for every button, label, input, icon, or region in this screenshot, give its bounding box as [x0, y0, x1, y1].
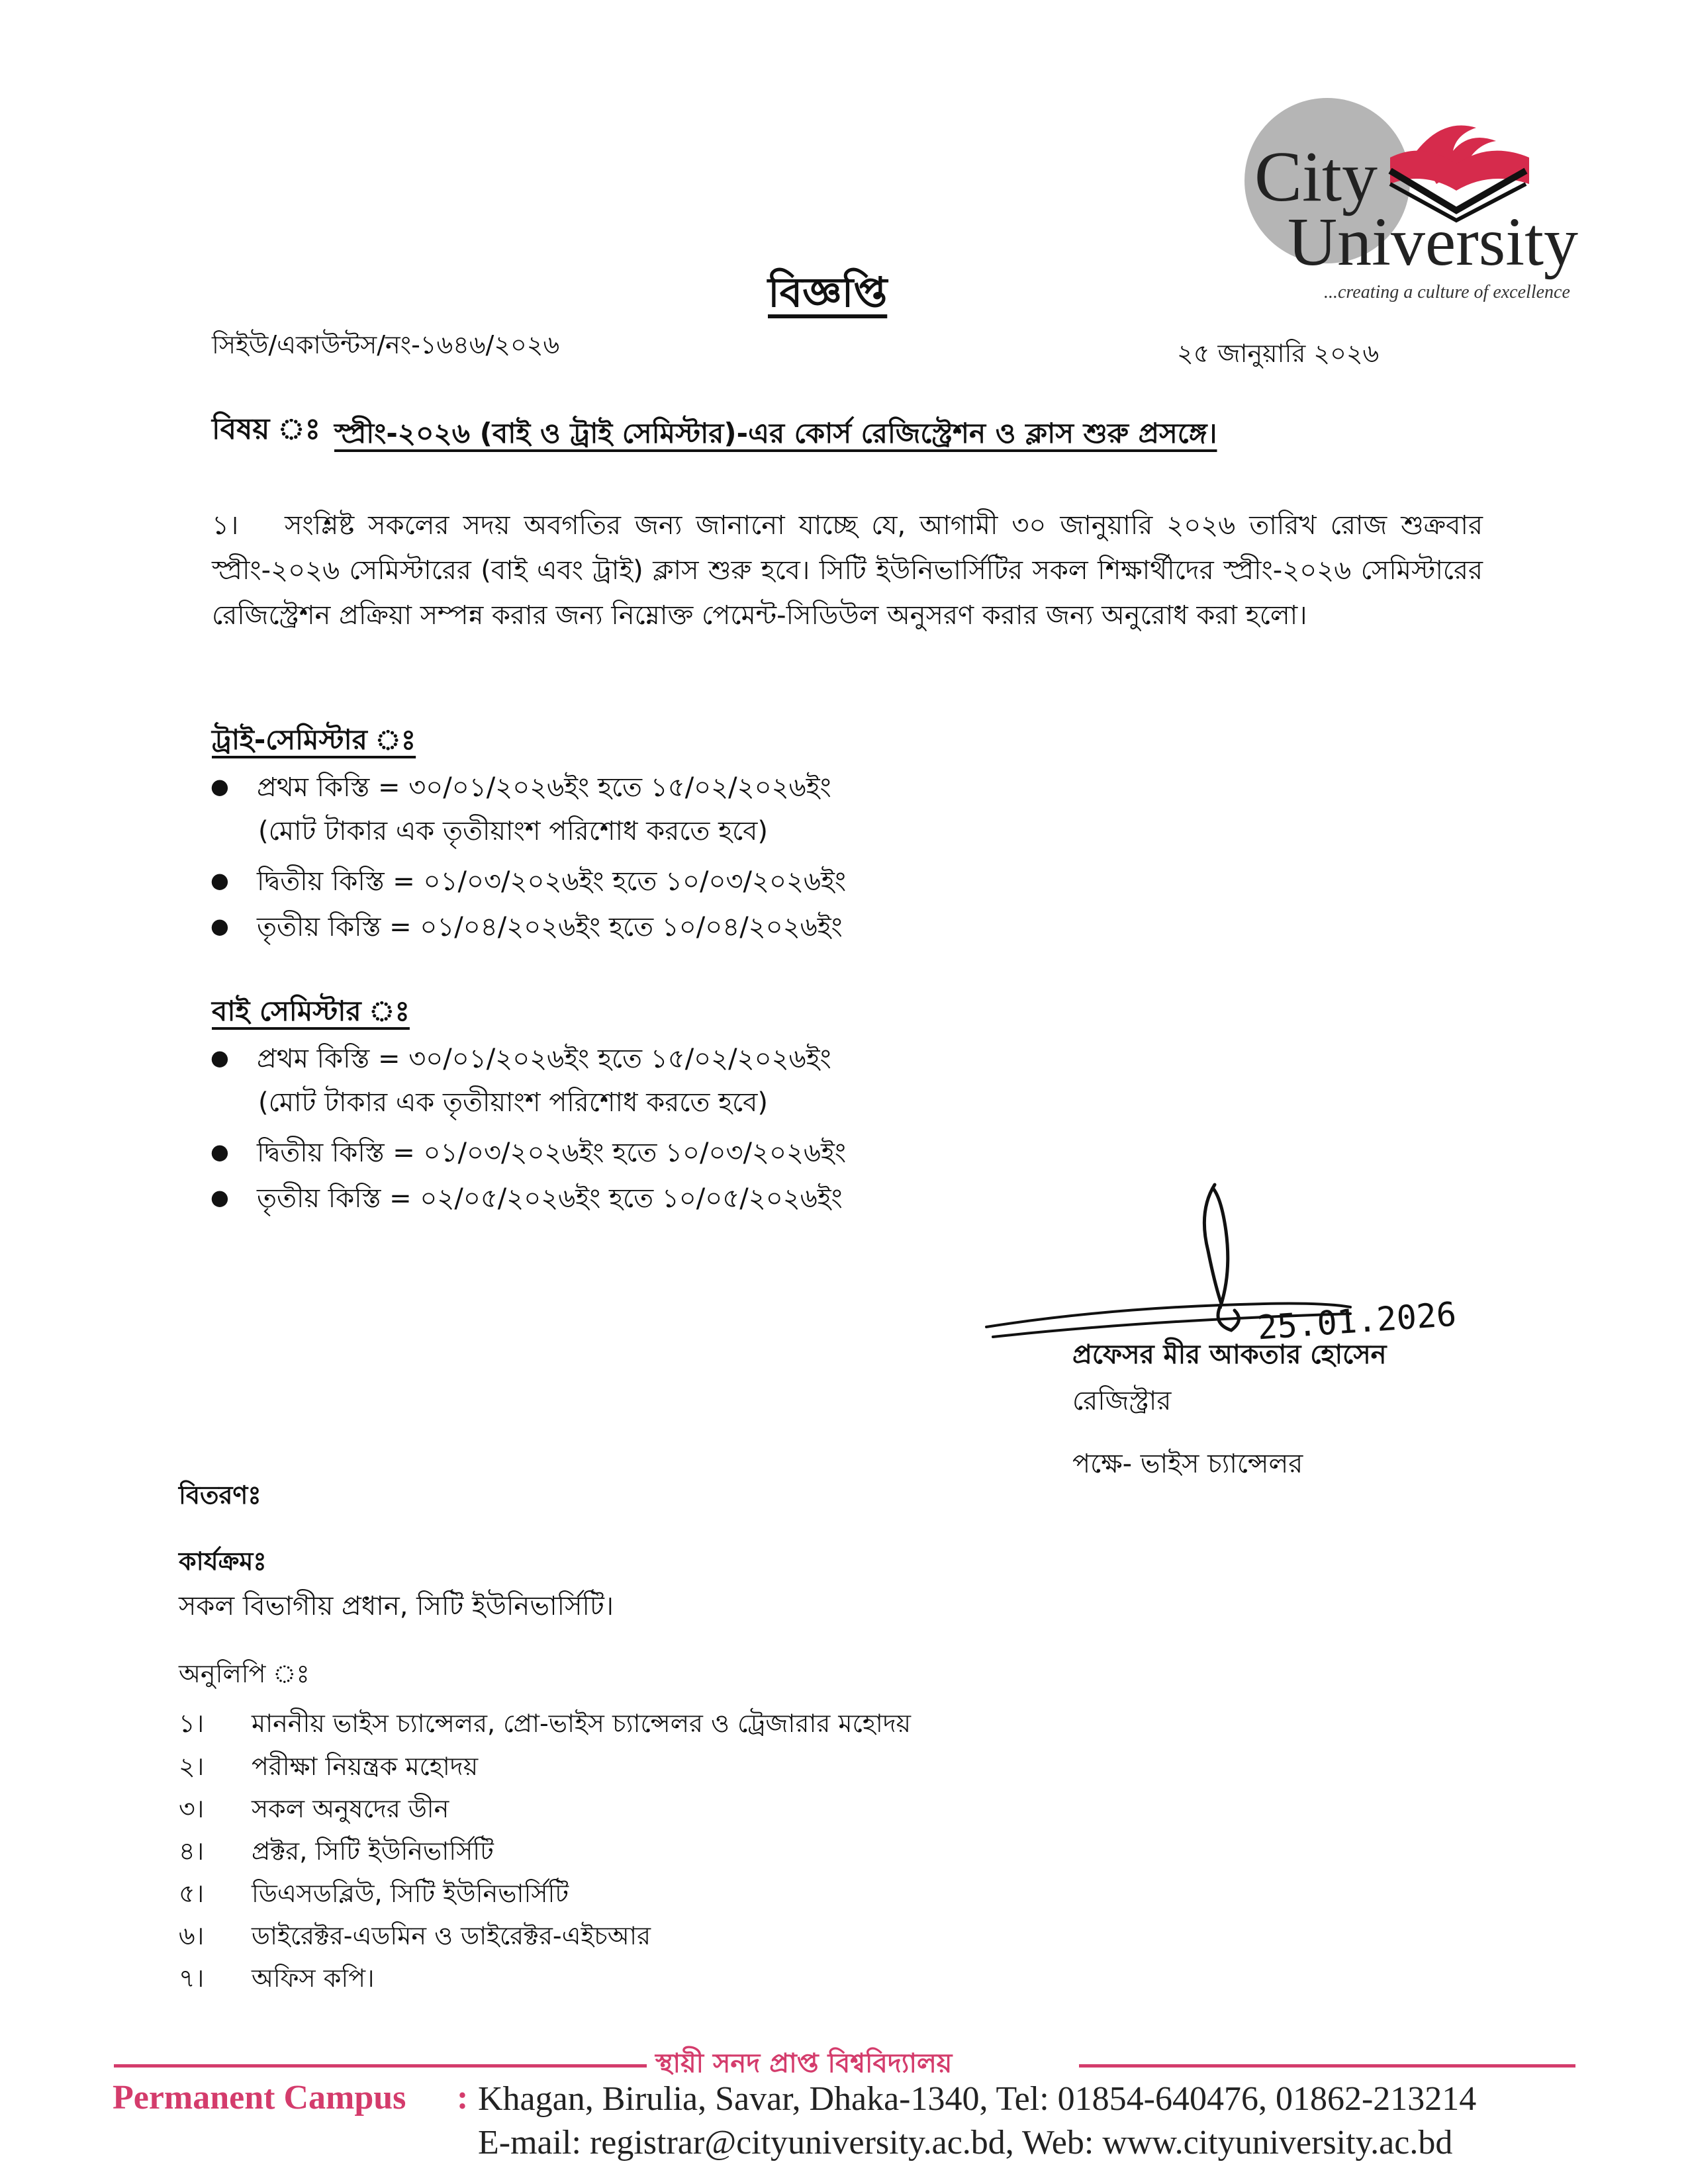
signatory-name: প্রফেসর মীর আকতার হোসেন	[1072, 1340, 1387, 1370]
copy-number: ১।	[179, 1709, 205, 1738]
paragraph-number: ১।	[212, 510, 239, 541]
installment-note: (মোট টাকার এক তৃতীয়াংশ পরিশোধ করতে হবে)	[258, 816, 769, 846]
bullet-icon: ●	[211, 774, 229, 799]
tri-installment-1	[211, 764, 831, 853]
paragraph-text: সংশ্লিষ্ট সকলের সদয় অবগতির জন্য জানানো যাচ্ছে যে, আগামী ৩০ জানুয়ারি ২০২৬ তারিখ রোজ শুক্রবার স্প্রীং-২০২৬ সেমিস্টারের (বাই এবং ট্রাই) ক্লাস শুরু হবে। সিটি ইউনিভার্সিটির সকল শিক্ষার্থীদের স্প্রীং-২০২৬ সেমিস্টারের রেজিস্ট্রেশন প্রক্রিয়া সম্পন্ন করার জন্য নিম্নোক্ত পেমেন্ট-সিডিউল অনুসরণ করার জন্য অনুরোধ করা হলো।	[212, 510, 1483, 631]
copy-text: সকল অনুষদের ডীন	[252, 1794, 449, 1823]
subject-text: স্প্রীং-২০২৬ (বাই ও ট্রাই সেমিস্টার)-এর কোর্স রেজিস্ট্রেশন ও ক্লাস শুরু প্রসঙ্গে।	[334, 417, 1217, 449]
copy-number: ৪।	[179, 1837, 205, 1866]
footer-divider	[1079, 2064, 1575, 2068]
bi-installment-3	[211, 1175, 843, 1220]
copy-number: ৫।	[179, 1879, 205, 1908]
body-paragraph	[212, 503, 1483, 638]
bullet-icon: ●	[211, 1185, 229, 1210]
copy-text: মাননীয় ভাইস চ্যান্সেলর, প্রো-ভাইস চ্যান্সেলর ও ট্রেজারার মহোদয়	[252, 1709, 912, 1738]
footer-tagline: স্থায়ী সনদ প্রাপ্ত বিশ্ববিদ্যালয়	[655, 2048, 953, 2079]
footer-contact: E-mail: registrar@cityuniversity.ac.bd, Web: www.cityuniversity.ac.bd	[478, 2124, 1453, 2161]
action-text: সকল বিভাগীয় প্রধান, সিটি ইউনিভার্সিটি।	[179, 1591, 614, 1621]
installment-text: প্রথম কিস্তি = ৩০/০১/২০২৬ইং হতে ১৫/০২/২০২৬ইং	[257, 772, 831, 803]
copy-item	[179, 1832, 494, 1874]
signature-date: 25.01.2026	[1256, 1295, 1458, 1347]
copy-item	[179, 1704, 911, 1747]
copy-heading: অনুলিপি ঃ	[179, 1659, 310, 1688]
installment-text: তৃতীয় কিস্তি = ০১/০৪/২০২৬ইং হতে ১০/০৪/২০২৬ইং	[257, 912, 843, 942]
copy-number: ৬।	[179, 1921, 205, 1950]
copy-text: ডিএসডব্লিউ, সিটি ইউনিভার্সিটি	[252, 1879, 569, 1908]
logo-tagline: ...creating a culture of excellence	[1324, 282, 1570, 302]
copy-item	[179, 1790, 449, 1832]
notice-date: ২৫ জানুয়ারি ২০২৬	[1177, 339, 1380, 368]
tri-semester-heading: ট্রাই-সেমিস্টার ঃ	[212, 723, 416, 756]
copy-number: ২।	[179, 1752, 205, 1781]
notice-title: বিজ্ঞপ্তি	[768, 268, 888, 316]
footer-campus-label: Permanent Campus	[113, 2079, 406, 2116]
footer-address: Khagan, Birulia, Savar, Dhaka-1340, Tel: 01854-640476, 01862-213214	[478, 2080, 1477, 2118]
installment-text: দ্বিতীয় কিস্তি = ০১/০৩/২০২৬ইং হতে ১০/০৩/২০২৬ইং	[257, 1138, 847, 1168]
copy-item	[179, 1747, 478, 1790]
copy-text: ডাইরেক্টর-এডমিন ও ডাইরেক্টর-এইচআর	[252, 1921, 651, 1950]
copy-item	[179, 1959, 375, 2001]
installment-text: দ্বিতীয় কিস্তি = ০১/০৩/২০২৬ইং হতে ১০/০৩/২০২৬ইং	[257, 866, 847, 897]
bullet-icon: ●	[211, 1045, 229, 1070]
bi-semester-heading: বাই সেমিস্টার ঃ	[212, 995, 410, 1027]
logo-university-text: University	[1288, 204, 1579, 280]
action-heading: কার্যক্রমঃ	[179, 1547, 267, 1576]
footer-colon: :	[457, 2079, 469, 2116]
tri-installment-3	[211, 904, 843, 949]
footer-divider	[114, 2064, 647, 2068]
installment-text: তৃতীয় কিস্তি = ০২/০৫/২০২৬ইং হতে ১০/০৫/২০২৬ইং	[257, 1183, 843, 1214]
copy-item	[179, 1874, 569, 1917]
subject-label: বিষয় ঃ	[212, 412, 321, 446]
logo-graphic	[1225, 78, 1595, 316]
copy-number: ৭।	[179, 1964, 205, 1993]
bullet-icon: ●	[211, 868, 229, 893]
reference-number: সিইউ/একাউন্টস/নং-১৬৪৬/২০২৬	[212, 330, 560, 359]
signatory-behalf: পক্ষে- ভাইস চ্যান্সেলর	[1072, 1449, 1303, 1479]
installment-note: (মোট টাকার এক তৃতীয়াংশ পরিশোধ করতে হবে)	[258, 1087, 769, 1118]
bullet-icon: ●	[211, 913, 229, 938]
installment-text: প্রথম কিস্তি = ৩০/০১/২০২৬ইং হতে ১৫/০২/২০২৬ইং	[257, 1044, 831, 1074]
copy-number: ৩।	[179, 1794, 205, 1823]
signatory-role: রেজিস্ট্রার	[1072, 1386, 1172, 1416]
city-university-logo	[1225, 78, 1595, 316]
distribution-heading: বিতরণঃ	[179, 1480, 261, 1510]
copy-text: পরীক্ষা নিয়ন্ত্রক মহোদয়	[252, 1752, 479, 1781]
bi-installment-1	[211, 1036, 831, 1124]
bullet-icon: ●	[211, 1139, 229, 1164]
copy-text: অফিস কপি।	[252, 1964, 375, 1993]
copy-text: প্রক্টর, সিটি ইউনিভার্সিটি	[252, 1837, 494, 1866]
tri-installment-2	[211, 858, 846, 903]
logo-city-text: City	[1254, 138, 1378, 216]
copy-item	[179, 1917, 651, 1959]
bi-installment-2	[211, 1130, 846, 1175]
